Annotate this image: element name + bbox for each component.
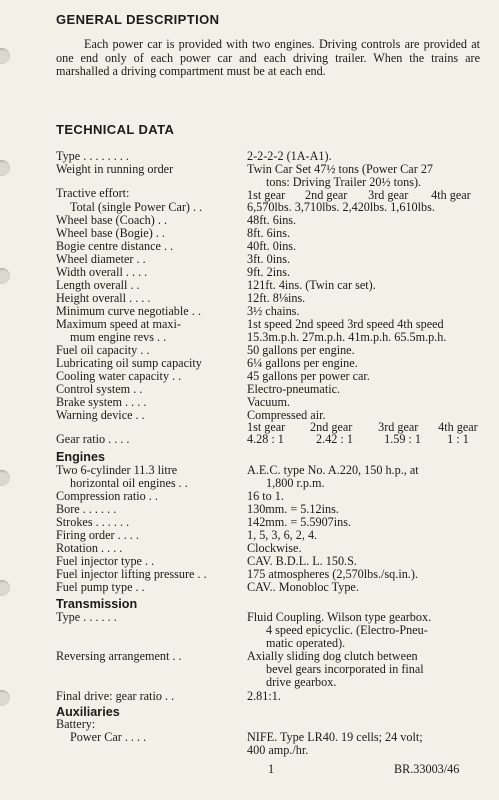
row-value: 2.81:1. (247, 689, 281, 703)
row-label: Reversing arrangement . . (56, 650, 182, 663)
row-label: Minimum curve negotiable . . (56, 305, 201, 318)
section-engines: Engines (56, 450, 105, 464)
row-label: Brake system . . . . (56, 396, 147, 409)
row-value: matic operated). (266, 636, 346, 650)
row-label: Two 6-cylinder 11.3 litre (56, 464, 178, 477)
row-label: Weight in running order (56, 163, 174, 176)
punch-hole (0, 160, 10, 176)
row-value: drive gearbox. (266, 675, 337, 689)
row-label: Fuel injector type . . (56, 555, 155, 568)
row-value: 48ft. 6ins. (247, 213, 297, 227)
row-label: Fuel injector lifting pressure . . (56, 568, 207, 581)
gear-header: 2nd gear (310, 420, 353, 434)
row-value: 130mm. = 5.12ins. (247, 502, 339, 516)
row-label: Wheel base (Bogie) . . (56, 227, 165, 240)
row-value: Electro-pneumatic. (247, 382, 341, 396)
row-label: Type . . . . . . (56, 611, 117, 624)
document-reference: BR.33003/46 (394, 762, 460, 776)
row-label: Rotation . . . . (56, 542, 123, 555)
row-value: bevel gears incorporated in final (266, 662, 424, 676)
row-value: 6¼ gallons per engine. (247, 356, 358, 370)
row-value: 12ft. 8⅛ins. (247, 291, 306, 305)
row-label: Width overall . . . . (56, 266, 148, 279)
row-label: Lubricating oil sump capacity (56, 357, 202, 370)
row-value: 2-2-2-2 (1A-A1). (247, 149, 332, 163)
punch-hole (0, 48, 10, 64)
row-label: Final drive: gear ratio . . (56, 690, 175, 703)
row-value: 3ft. 0ins. (247, 252, 290, 266)
gear-header: 3rd gear (368, 188, 409, 202)
row-value: 9ft. 2ins. (247, 265, 290, 279)
gear-header: 4th gear (438, 420, 478, 434)
row-label: Warning device . . (56, 409, 145, 422)
row-value: 1, 5, 3, 6, 2, 4. (247, 528, 318, 542)
page-number: 1 (268, 762, 275, 776)
row-value: Twin Car Set 47½ tons (Power Car 27 (247, 162, 434, 176)
section-transmission: Transmission (56, 597, 138, 611)
row-label: Fuel pump type . . (56, 581, 145, 594)
punch-hole (0, 690, 10, 706)
row-value: Clockwise. (247, 541, 302, 555)
gear-header: 4th gear (431, 188, 471, 202)
gear-header: 2nd gear (305, 188, 348, 202)
row-label: Gear ratio . . . . (56, 433, 130, 446)
row-label: Battery: (56, 718, 96, 731)
row-value: 175 atmospheres (2,570lbs./sq.in.). (247, 567, 418, 581)
row-label: Height overall . . . . (56, 292, 151, 305)
row-value: 8ft. 6ins. (247, 226, 290, 240)
row-value: 40ft. 0ins. (247, 239, 297, 253)
row-value: A.E.C. type No. A.220, 150 h.p., at (247, 463, 419, 477)
row-value: Axially sliding dog clutch between (247, 649, 418, 663)
punch-hole (0, 580, 10, 596)
row-label: mum engine revs . . (70, 331, 167, 344)
punch-hole (0, 268, 10, 284)
general-description-heading: GENERAL DESCRIPTION (56, 12, 220, 27)
row-label: Strokes . . . . . . (56, 516, 130, 529)
row-label: Type . . . . . . . . (56, 150, 129, 163)
gear-header: 1st gear (247, 420, 286, 434)
row-value: 121ft. 4ins. (Twin car set). (247, 278, 376, 292)
row-value: 6,570lbs. 3,710lbs. 2,420lbs. 1,610lbs. (247, 200, 435, 214)
gear-ratio-value: 2.42 : 1 (316, 432, 353, 446)
section-auxiliaries: Auxiliaries (56, 705, 120, 719)
gear-ratio-values (247, 433, 469, 446)
row-label: Fuel oil capacity . . (56, 344, 150, 357)
row-value: 45 gallons per power car. (247, 369, 370, 383)
row-label: Tractive effort: (56, 187, 130, 200)
row-label: Maximum speed at maxi- (56, 318, 181, 331)
row-value: 15.3m.p.h. 27m.p.h. 41m.p.h. 65.5m.p.h. (247, 330, 447, 344)
row-label: Bogie centre distance . . (56, 240, 174, 253)
row-label: Power Car . . . . (70, 731, 147, 744)
row-label: Compression ratio . . (56, 490, 158, 503)
row-value: 3½ chains. (247, 304, 300, 318)
row-label: Wheel base (Coach) . . (56, 214, 167, 227)
row-value: 50 gallons per engine. (247, 343, 355, 357)
row-value: Vacuum. (247, 395, 290, 409)
row-value: 142mm. = 5.5907ins. (247, 515, 352, 529)
row-value: Fluid Coupling. Wilson type gearbox. (247, 610, 432, 624)
gear-ratio-value: 1.59 : 1 (384, 432, 421, 446)
punch-hole (0, 470, 10, 486)
row-value: CAV.. Monobloc Type. (247, 580, 359, 594)
row-label: Bore . . . . . . (56, 503, 117, 516)
row-value: 400 amp./hr. (247, 743, 309, 757)
row-value: 16 to 1. (247, 489, 284, 503)
row-value: 1st speed 2nd speed 3rd speed 4th speed (247, 317, 444, 331)
gear-header: 1st gear (247, 188, 286, 202)
row-value: 1,800 r.p.m. (266, 476, 325, 490)
row-value: NIFE. Type LR40. 19 cells; 24 volt; (247, 730, 423, 744)
row-label: Length overall . . (56, 279, 140, 292)
row-value: CAV. B.D.L. L. 150.S. (247, 554, 357, 568)
row-label: Firing order . . . . (56, 529, 139, 542)
gear-ratio-value: 4.28 : 1 (247, 432, 284, 446)
row-label: Cooling water capacity . . (56, 370, 182, 383)
row-value: 4 speed epicyclic. (Electro-Pneu- (266, 623, 428, 637)
row-label: Total (single Power Car) . . (70, 201, 203, 214)
row-label: Wheel diameter . . (56, 253, 146, 266)
intro-paragraph: Each power car is provided with two engines. Driving controls are provided at one end only of each power car and each driving trailer. When the trains are marshalled a driving compartment must be at each end. (56, 37, 480, 79)
gear-header: 3rd gear (378, 420, 419, 434)
row-label: horizontal oil engines . . (70, 477, 188, 490)
row-value: Compressed air. (247, 408, 326, 422)
row-value: tons: Driving Trailer 20½ tons). (266, 175, 422, 189)
technical-data-heading: TECHNICAL DATA (56, 122, 175, 137)
row-label: Control system . . (56, 383, 143, 396)
gear-ratio-value: 1 : 1 (447, 432, 469, 446)
